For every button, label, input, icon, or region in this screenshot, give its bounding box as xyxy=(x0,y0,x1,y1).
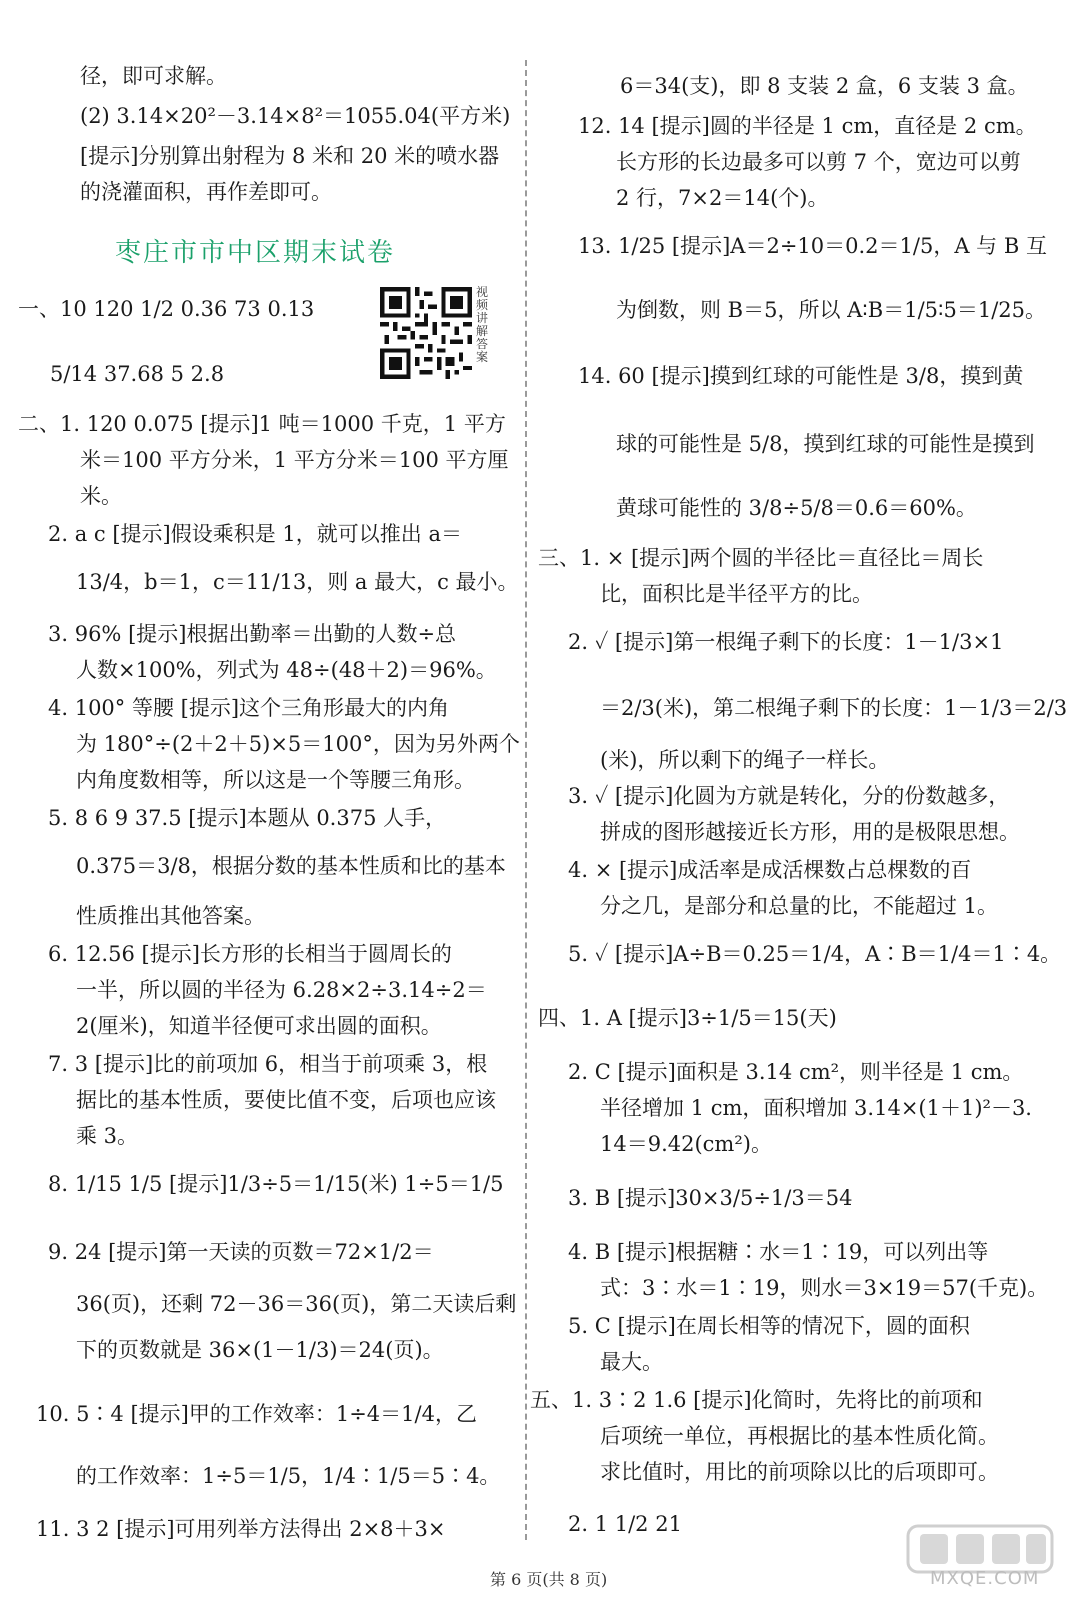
answer-line: 为 180°÷(2＋2＋5)×5＝100°，因为另外两个 xyxy=(76,732,520,756)
answer-line: 径，即可求解。 xyxy=(80,64,227,88)
answer-line: 5. ✓ [提示]A÷B＝0.25＝1/4，A∶B＝1/4＝1∶4。 xyxy=(568,942,1062,966)
answer-line: 14. 60 [提示]摸到红球的可能性是 3/8，摸到黄 xyxy=(578,364,1024,388)
answer-line: 2 行，7×2＝14(个)。 xyxy=(616,186,829,210)
answer-line: 三、1. × [提示]两个圆的半径比＝直径比＝周长 xyxy=(538,546,984,570)
answer-line: (米)，所以剩下的绳子一样长。 xyxy=(600,748,890,772)
answer-line: 5. C [提示]在周长相等的情况下，圆的面积 xyxy=(568,1314,970,1338)
answer-line: 3. ✓ [提示]化圆为方就是转化，分的份数越多， xyxy=(568,784,1010,808)
column-divider xyxy=(525,60,527,1540)
answer-line: 二、1. 120 0.075 [提示]1 吨＝1000 千克，1 平方 xyxy=(18,412,506,436)
qr-code-icon xyxy=(380,287,472,379)
answer-line: 2. 1 1/2 21 xyxy=(568,1512,682,1536)
answer-line: 的工作效率：1÷5＝1/5，1/4∶1/5＝5∶4。 xyxy=(76,1464,501,1488)
answer-line: 四、1. A [提示]3÷1/5＝15(天) xyxy=(538,1006,837,1030)
watermark-text: MXQE.COM xyxy=(930,1568,1040,1589)
answer-line: ＝2/3(米)，第二根绳子剩下的长度：1－1/3＝2/3 xyxy=(600,696,1068,720)
answer-line: 11. 3 2 [提示]可用列举方法得出 2×8＋3× xyxy=(36,1517,446,1541)
section-title: 枣庄市市中区期末试卷 xyxy=(115,238,396,268)
answer-line: 6＝34(支)，即 8 支装 2 盒，6 支装 3 盒。 xyxy=(620,74,1029,98)
answer-line: 一、10 120 1/2 0.36 73 0.13 xyxy=(18,297,315,321)
answer-line: 3. 96% [提示]根据出勤率＝出勤的人数÷总 xyxy=(48,622,457,646)
answer-line: 最大。 xyxy=(600,1350,663,1374)
answer-line: 5/14 37.68 5 2.8 xyxy=(50,362,225,386)
answer-line: 36(页)，还剩 72－36＝36(页)，第二天读后剩 xyxy=(76,1292,517,1316)
answer-line: 长方形的长边最多可以剪 7 个，宽边可以剪 xyxy=(616,150,1021,174)
answer-line: 的浇灌面积，再作差即可。 xyxy=(80,180,332,204)
page-number: 第 6 页(共 8 页) xyxy=(490,1570,608,1589)
answer-line: 4. × [提示]成活率是成活棵数占总棵数的百 xyxy=(568,858,972,882)
answer-line: 内角度数相等，所以这是一个等腰三角形。 xyxy=(76,768,475,792)
answer-line: 乘 3。 xyxy=(76,1124,139,1148)
answer-line: 5. 8 6 9 37.5 [提示]本题从 0.375 人手， xyxy=(48,806,447,830)
answer-line: 13/4，b＝1，c＝11/13，则 a 最大，c 最小。 xyxy=(76,570,519,594)
answer-line: 12. 14 [提示]圆的半径是 1 cm，直径是 2 cm。 xyxy=(578,114,1037,138)
answer-line: 性质推出其他答案。 xyxy=(76,904,265,928)
answer-line: 13. 1/25 [提示]A＝2÷10＝0.2＝1/5，A 与 B 互 xyxy=(578,234,1047,258)
answer-line: 10. 5∶4 [提示]甲的工作效率：1÷4＝1/4，乙 xyxy=(36,1402,477,1426)
answer-line: 求比值时，用比的前项除以比的后项即可。 xyxy=(600,1460,999,1484)
answer-line: 米＝100 平方分米，1 平方分米＝100 平方厘 xyxy=(80,448,509,472)
answer-line: 2. a c [提示]假设乘积是 1，就可以推出 a＝ xyxy=(48,522,462,546)
answer-line: (2) 3.14×20²－3.14×8²＝1055.04(平方米) xyxy=(80,104,511,128)
answer-line: 4. 100° 等腰 [提示]这个三角形最大的内角 xyxy=(48,696,450,720)
answer-line: 五、1. 3∶2 1.6 [提示]化简时，先将比的前项和 xyxy=(530,1388,983,1412)
answer-line: 人数×100%，列式为 48÷(48＋2)＝96%。 xyxy=(76,658,497,682)
answer-line: 2(厘米)，知道半径便可求出圆的面积。 xyxy=(76,1014,442,1038)
answer-line: 14＝9.42(cm²)。 xyxy=(600,1132,772,1156)
answer-line: 米。 xyxy=(80,484,122,508)
answer-line: 一半，所以圆的半径为 6.28×2÷3.14÷2＝ xyxy=(76,978,487,1002)
answer-line: 黄球可能性的 3/8÷5/8＝0.6＝60%。 xyxy=(616,496,977,520)
answer-line: 9. 24 [提示]第一天读的页数＝72×1/2＝ xyxy=(48,1240,434,1264)
answer-line: 8. 1/15 1/5 [提示]1/3÷5＝1/15(米) 1÷5＝1/5 xyxy=(48,1172,504,1196)
answer-line: 球的可能性是 5/8，摸到红球的可能性是摸到 xyxy=(616,432,1035,456)
answer-line: 7. 3 [提示]比的前项加 6，相当于前项乘 3，根 xyxy=(48,1052,488,1076)
answer-line: 为倒数，则 B＝5，所以 A∶B＝1/5∶5＝1/25。 xyxy=(616,298,1046,322)
answer-line: 式：3∶水＝1∶19，则水＝3×19＝57(千克)。 xyxy=(600,1276,1049,1300)
answer-line: 分之几，是部分和总量的比，不能超过 1。 xyxy=(600,894,999,918)
answer-line: 据比的基本性质，要使比值不变，后项也应该 xyxy=(76,1088,496,1112)
answer-line: 比，面积比是半径平方的比。 xyxy=(600,582,873,606)
answer-line: 拼成的图形越接近长方形，用的是极限思想。 xyxy=(600,820,1020,844)
answer-line: 后项统一单位，再根据比的基本性质化简。 xyxy=(600,1424,999,1448)
answer-line: [提示]分别算出射程为 8 米和 20 米的喷水器 xyxy=(80,144,500,168)
answer-line: 2. C [提示]面积是 3.14 cm²，则半径是 1 cm。 xyxy=(568,1060,1024,1084)
answer-line: 0.375＝3/8，根据分数的基本性质和比的基本 xyxy=(76,854,506,878)
answer-line: 2. ✓ [提示]第一根绳子剩下的长度：1－1/3×1 xyxy=(568,630,1004,654)
qr-caption: 视频讲解答案 xyxy=(476,285,489,364)
answer-line: 下的页数就是 36×(1－1/3)＝24(页)。 xyxy=(76,1338,444,1362)
answer-line: 半径增加 1 cm，面积增加 3.14×(1＋1)²－3. xyxy=(600,1096,1032,1120)
answer-line: 6. 12.56 [提示]长方形的长相当于圆周长的 xyxy=(48,942,452,966)
answer-line: 4. B [提示]根据糖∶水＝1∶19，可以列出等 xyxy=(568,1240,989,1264)
answer-line: 3. B [提示]30×3/5÷1/3＝54 xyxy=(568,1186,853,1210)
